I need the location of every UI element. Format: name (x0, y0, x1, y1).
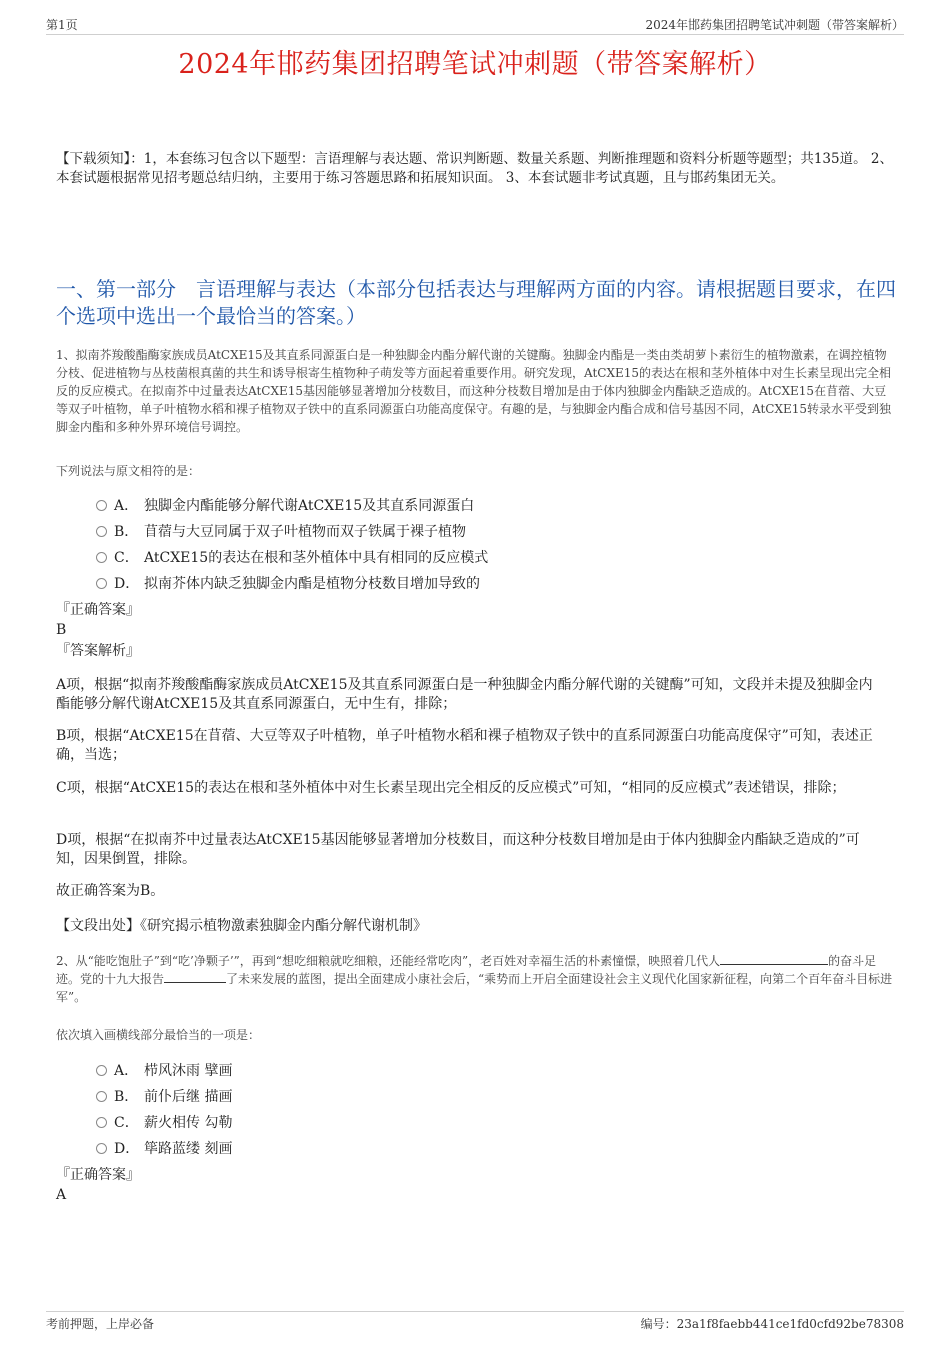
option-text: 筚路蓝缕 刻画 (144, 1141, 233, 1157)
question-1-passage: 1、拟南芥羧酸酯酶家族成员AtCXE15及其直系同源蛋白是一种独脚金内酯分解代谢的关键酶。独脚金内酯是一类由类胡萝卜素衍生的植物激素，在调控植物分枝、促进植物与丛枝菌根真菌的共生和诱导根寄生植物种子萌发等方面起着重要作用。研究发现，AtCXE15的表达在根和茎外植体中对生长素呈现出完全相反的反应模式。在拟南芥中过量表达AtCXE15基因能够显著增加分枝数目，而这种分枝数目增加是由于体内独脚金内酯缺乏造成的。AtCXE15在苜蓿、大豆等双子叶植物，单子叶植物水稻和裸子植物双子铁中的直系同源蛋白功能高度保守。有趣的是，与独脚金内酯合成和信号基因不同，AtCXE15转录水平受到独脚金内酯和多种外界环境信号调控。 (56, 348, 892, 434)
page-number: 第1页 (46, 18, 78, 32)
radio-icon[interactable] (96, 526, 107, 537)
header-doc-title: 2024年邯药集团招聘笔试冲刺题（带答案解析） (645, 18, 904, 32)
option-d[interactable]: D． 拟南芥体内缺乏独脚金内酯是植物分枝数目增加导致的 (96, 571, 488, 597)
question-1-options (96, 493, 488, 597)
question-1-lead: 下列说法与原文相符的是： (56, 464, 201, 478)
option-b[interactable]: B． 前仆后继 描画 (96, 1084, 232, 1110)
option-text: 栉风沐雨 擘画 (144, 1063, 233, 1079)
analysis-label: 『答案解析』 (56, 643, 140, 659)
radio-icon[interactable] (96, 1117, 107, 1128)
analysis-item-d: D项，根据“在拟南芥中过量表达AtCXE15基因能够显著增加分枝数目，而这种分枝数目增加是由于体内独脚金内酯缺乏造成的”可知，因果倒置，排除。 (56, 832, 860, 867)
radio-icon[interactable] (96, 552, 107, 563)
page-title: 2024年邯药集团招聘笔试冲刺题（带答案解析） (178, 49, 772, 80)
question-2-lead: 依次填入画横线部分最恰当的一项是： (56, 1028, 261, 1042)
analysis-item-b: B项，根据“AtCXE15在苜蓿、大豆等双子叶植物，单子叶植物水稻和裸子植物双子铁中的直系同源蛋白功能高度保守”可知，表述正确，当选； (56, 728, 873, 763)
option-c[interactable]: C． 薪火相传 勾勒 (96, 1110, 232, 1136)
radio-icon[interactable] (96, 578, 107, 589)
page-footer (46, 1311, 904, 1337)
option-text: 独脚金内酯能够分解代谢AtCXE15及其直系同源蛋白 (144, 498, 475, 514)
analysis-conclusion: 故正确答案为B。 (56, 883, 165, 899)
radio-icon[interactable] (96, 1143, 107, 1154)
question-2-options (96, 1058, 232, 1162)
option-a[interactable]: A． 独脚金内酯能够分解代谢AtCXE15及其直系同源蛋白 (96, 493, 488, 519)
answer-label: 『正确答案』 (56, 1167, 140, 1183)
option-text: 薪火相传 勾勒 (144, 1115, 233, 1131)
document-id: 编号：23a1f8faebb441ce1fd0cfd92be78308 (640, 1317, 904, 1331)
option-text: 前仆后继 描画 (144, 1089, 233, 1105)
section-title: 一、第一部分 言语理解与表达（本部分包括表达与理解两方面的内容。请根据题目要求，在四个选项中选出一个最恰当的答案。） (56, 277, 896, 328)
option-c[interactable]: C． AtCXE15的表达在根和茎外植体中具有相同的反应模式 (96, 545, 488, 571)
option-text: 拟南芥体内缺乏独脚金内酯是植物分枝数目增加导致的 (144, 576, 480, 592)
analysis-item-c: C项，根据“AtCXE15的表达在根和茎外植体中对生长素呈现出完全相反的反应模式”可知，“相同的反应模式”表述错误，排除； (56, 780, 846, 796)
question-2-passage: 2、从“能吃饱肚子”到“吃’净颗子’”，再到“想吃细粮就吃细粮，还能经常吃肉”，老百姓对幸福生活的朴素憧憬，映照着几代人 的奋斗足迹。党的十九大报告 了未来发展的蓝图，提出全面建成小康社会后，“乘势而上开启全面建设社会主义现代化国家新征程，向第二个百年奋斗目标进军”。 (56, 954, 893, 1004)
source-citation: 【文段出处】《研究揭示植物激素独脚金内酯分解代谢机制》 (56, 918, 427, 934)
option-a[interactable]: A． 栉风沐雨 擘画 (96, 1058, 232, 1084)
radio-icon[interactable] (96, 1091, 107, 1102)
option-text: AtCXE15的表达在根和茎外植体中具有相同的反应模式 (144, 550, 489, 566)
analysis-item-a: A项，根据“拟南芥羧酸酯酶家族成员AtCXE15及其直系同源蛋白是一种独脚金内酯分解代谢的关键酶”可知，文段并未提及独脚金内酯能够分解代谢AtCXE15及其直系同源蛋白，无中生有，排除； (56, 677, 873, 712)
fill-blank-1 (720, 952, 828, 965)
option-d[interactable]: D． 筚路蓝缕 刻画 (96, 1136, 232, 1162)
answer-label: 『正确答案』 (56, 602, 140, 618)
radio-icon[interactable] (96, 1065, 107, 1076)
option-text: 苜蓿与大豆同属于双子叶植物而双子铁属于裸子植物 (144, 524, 466, 540)
download-notice: 【下载须知】：1，本套练习包含以下题型：言语理解与表达题、常识判断题、数量关系题、判断推理题和资料分析题等题型；共135道。 2、本套试题根据常见招考题总结归纳，主要用于练习答题思路和拓展知识面。 3、本套试题非考试真题，且与邯药集团无关。 (56, 151, 893, 186)
page-header (46, 16, 904, 35)
radio-icon[interactable] (96, 500, 107, 511)
footer-slogan: 考前押题，上岸必备 (46, 1317, 155, 1331)
option-b[interactable]: B． 苜蓿与大豆同属于双子叶植物而双子铁属于裸子植物 (96, 519, 488, 545)
answer-value: B (56, 622, 67, 638)
answer-value: A (56, 1187, 67, 1203)
fill-blank-2 (164, 970, 226, 983)
